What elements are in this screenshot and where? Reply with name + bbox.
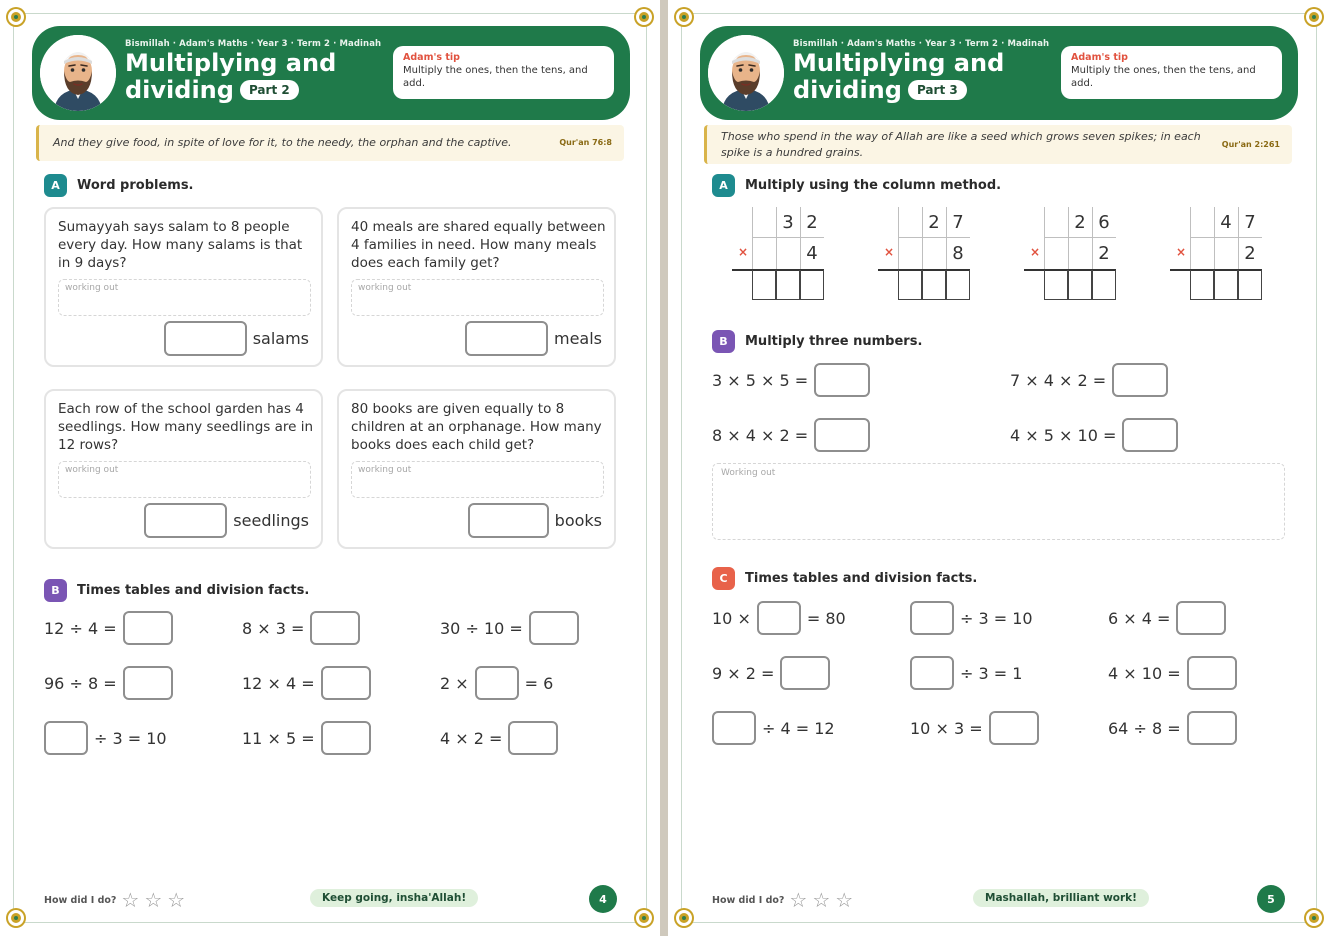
header-banner	[32, 26, 630, 120]
tip-card	[393, 46, 614, 99]
tip-title: Adam's tip	[403, 52, 460, 63]
answer-digit-box[interactable]	[898, 270, 922, 300]
star-icon[interactable]: ☆	[835, 888, 854, 912]
times-sign: ×	[1176, 245, 1187, 259]
answer-box[interactable]	[123, 611, 173, 645]
title-line-2-text: dividing	[125, 76, 234, 104]
verse-reference: Qur'an 2:261	[1221, 140, 1280, 149]
fact-left: 4 × 2 =	[440, 728, 503, 748]
encouragement-badge: Keep going, insha'Allah!	[310, 889, 478, 907]
fact-left: 12 × 4 =	[242, 673, 315, 693]
word-problem-text: Sumayyah says salam to 8 people every day. How many salams is that in 9 days?	[58, 219, 303, 271]
answer-box[interactable]	[1187, 711, 1237, 745]
corner-ornament-icon	[676, 910, 692, 926]
section-a-heading	[44, 174, 194, 197]
answer-digit-box[interactable]	[800, 270, 824, 300]
fact-item	[1108, 601, 1226, 635]
section-b-title: Multiply three numbers.	[745, 334, 923, 349]
fact-right: ÷ 3 = 1	[960, 663, 1023, 683]
tip-text: Multiply the ones, then the tens, and add.	[403, 65, 588, 89]
answer-row	[164, 321, 309, 356]
rating-label: How did I do?	[712, 894, 785, 906]
working-out-label: working out	[65, 283, 119, 293]
fact-item	[440, 666, 553, 700]
fact-left: 6 × 4 =	[1108, 608, 1171, 628]
answer-unit: meals	[553, 329, 602, 348]
word-problem-text: 80 books are given equally to 8 children at an orphanage. How many books does each child get?	[351, 401, 602, 453]
three-number-item	[1010, 363, 1168, 397]
breadcrumb: Bismillah · Adam's Maths · Year 3 · Term 2 · Madinah	[793, 39, 1050, 49]
answer-box[interactable]	[989, 711, 1039, 745]
working-out-label: working out	[358, 465, 412, 475]
section-a-title: Word problems.	[77, 178, 194, 193]
fact-left: 12 ÷ 4 =	[44, 618, 117, 638]
tip-card	[1061, 46, 1282, 99]
working-out-label: working out	[65, 465, 119, 475]
verse-text: And they give food, in spite of love for it, to the needy, the orphan and the captive.	[53, 136, 512, 149]
fact-left: 10 × 3 =	[910, 718, 983, 738]
answer-digit-box[interactable]	[1214, 270, 1238, 300]
fact-left: 3 × 5 × 5 =	[712, 370, 809, 390]
ones-digit: 2	[806, 211, 818, 233]
fact-left: 8 × 3 =	[242, 618, 305, 638]
answer-box[interactable]	[757, 601, 801, 635]
fact-left: 9 × 2 =	[712, 663, 775, 683]
fact-item	[44, 666, 173, 700]
multiplier-digit: 4	[806, 242, 818, 264]
title-line-1: Multiplying and	[125, 49, 337, 77]
word-problem-text: Each row of the school garden has 4 seedlings. How many seedlings are in 12 rows?	[58, 401, 314, 453]
fact-left: 4 × 5 × 10 =	[1010, 425, 1117, 445]
star-icon[interactable]: ☆	[167, 888, 186, 912]
times-sign: ×	[1030, 245, 1041, 259]
answer-box[interactable]	[508, 721, 558, 755]
section-b-heading	[712, 330, 922, 353]
tip-title: Adam's tip	[1071, 52, 1128, 63]
answer-box[interactable]	[465, 321, 548, 356]
fact-right: = 80	[806, 608, 846, 628]
answer-digit-box[interactable]	[946, 270, 970, 300]
multiplier-digit: 2	[1098, 242, 1110, 264]
answer-box[interactable]	[44, 721, 88, 755]
page-title	[793, 50, 1004, 104]
answer-box[interactable]	[529, 611, 579, 645]
section-a-badge: A	[712, 174, 735, 197]
three-number-item	[712, 363, 870, 397]
fact-right: ÷ 3 = 10	[94, 728, 167, 748]
fact-item	[712, 601, 846, 635]
fact-right: = 6	[524, 673, 554, 693]
fact-right: ÷ 3 = 10	[960, 608, 1033, 628]
answer-box[interactable]	[910, 601, 954, 635]
section-c-heading	[712, 567, 977, 590]
word-problem-card	[44, 389, 323, 549]
section-a-heading	[712, 174, 1001, 197]
answer-unit: salams	[252, 329, 309, 348]
answer-digit-box[interactable]	[1092, 270, 1116, 300]
self-rating	[712, 888, 854, 912]
answer-box[interactable]	[1122, 418, 1178, 452]
part-badge: Part 2	[240, 80, 299, 100]
answer-box[interactable]	[123, 666, 173, 700]
title-line-1: Multiplying and	[793, 49, 1005, 77]
answer-box[interactable]	[468, 503, 549, 538]
encouragement-badge: Mashallah, brilliant work!	[973, 889, 1149, 907]
answer-box[interactable]	[712, 711, 756, 745]
fact-item	[440, 721, 558, 755]
star-icon[interactable]: ☆	[812, 888, 831, 912]
answer-box[interactable]	[780, 656, 830, 690]
page-number: 4	[589, 885, 617, 913]
page-title	[125, 50, 336, 104]
tens-digit: 2	[1074, 211, 1086, 233]
breadcrumb: Bismillah · Adam's Maths · Year 3 · Term 2 · Madinah	[125, 39, 382, 49]
answer-box[interactable]	[310, 611, 360, 645]
verse-text: Those who spend in the way of Allah are like a seed which grows seven spikes; in each spike is a hundred grains.	[721, 130, 1201, 159]
section-a-title: Multiply using the column method.	[745, 178, 1002, 193]
fact-item	[1108, 711, 1237, 745]
working-out-label: Working out	[721, 468, 776, 478]
word-problem-card	[337, 389, 616, 549]
fact-left: 96 ÷ 8 =	[44, 673, 117, 693]
fact-item	[242, 611, 360, 645]
answer-box[interactable]	[321, 721, 371, 755]
worksheet-page-right	[668, 0, 1330, 936]
three-number-item	[1010, 418, 1178, 452]
section-b-badge: B	[44, 579, 67, 602]
answer-digit-box[interactable]	[1068, 270, 1092, 300]
word-problem-card	[44, 207, 323, 367]
answer-box[interactable]	[814, 418, 870, 452]
corner-ornament-icon	[8, 9, 24, 25]
fact-left: 2 ×	[440, 673, 469, 693]
working-out-area[interactable]	[58, 279, 311, 316]
answer-box[interactable]	[475, 666, 519, 700]
answer-row	[468, 503, 602, 538]
working-out-area[interactable]	[351, 461, 604, 498]
star-icon[interactable]: ☆	[144, 888, 163, 912]
page-number: 5	[1257, 885, 1285, 913]
section-b-title: Times tables and division facts.	[77, 583, 310, 598]
multiplier-digit: 8	[952, 242, 964, 264]
answer-digit-box[interactable]	[1238, 270, 1262, 300]
answer-unit: books	[554, 511, 602, 530]
answer-digit-box[interactable]	[1044, 270, 1068, 300]
fact-item	[712, 656, 830, 690]
verse-reference: Qur'an 76:8	[559, 138, 612, 147]
answer-box[interactable]	[1176, 601, 1226, 635]
verse-box	[704, 125, 1292, 164]
word-problem-text: 40 meals are shared equally between 4 families in need. How many meals does each family get?	[351, 219, 606, 271]
answer-unit: seedlings	[233, 511, 309, 530]
times-sign: ×	[884, 245, 895, 259]
adam-avatar-icon	[708, 35, 784, 111]
tip-text: Multiply the ones, then the tens, and add.	[1071, 65, 1256, 89]
answer-box[interactable]	[164, 321, 247, 356]
working-out-area[interactable]	[58, 461, 311, 498]
fact-left: 30 ÷ 10 =	[440, 618, 523, 638]
answer-box[interactable]	[321, 666, 371, 700]
fact-item	[242, 721, 371, 755]
working-out-area[interactable]	[351, 279, 604, 316]
header-banner	[700, 26, 1298, 120]
ones-digit: 7	[952, 211, 964, 233]
fact-left: 10 ×	[712, 608, 751, 628]
corner-ornament-icon	[1306, 910, 1322, 926]
fact-item	[440, 611, 579, 645]
fact-item	[1108, 656, 1237, 690]
answer-row	[465, 321, 602, 356]
fact-item	[44, 611, 173, 645]
tens-digit: 4	[1220, 211, 1232, 233]
fact-item	[910, 656, 1022, 690]
fact-left: 64 ÷ 8 =	[1108, 718, 1181, 738]
title-line-2	[793, 77, 1004, 104]
part-badge: Part 3	[908, 80, 967, 100]
answer-row	[144, 503, 309, 538]
working-out-label: working out	[358, 283, 412, 293]
answer-box[interactable]	[1112, 363, 1168, 397]
fact-right: ÷ 4 = 12	[762, 718, 835, 738]
ones-digit: 7	[1244, 211, 1256, 233]
star-icon[interactable]: ☆	[789, 888, 808, 912]
fact-item	[44, 721, 167, 755]
working-out-area[interactable]	[712, 463, 1285, 540]
answer-digit-box[interactable]	[776, 270, 800, 300]
answer-box[interactable]	[910, 656, 954, 690]
fact-item	[910, 711, 1039, 745]
fact-item	[242, 666, 371, 700]
verse-box	[36, 125, 624, 161]
corner-ornament-icon	[636, 910, 652, 926]
title-line-2-text: dividing	[793, 76, 902, 104]
corner-ornament-icon	[676, 9, 692, 25]
answer-digit-box[interactable]	[752, 270, 776, 300]
section-c-badge: C	[712, 567, 735, 590]
answer-box[interactable]	[1187, 656, 1237, 690]
fact-left: 11 × 5 =	[242, 728, 315, 748]
answer-box[interactable]	[144, 503, 227, 538]
adam-avatar-icon	[40, 35, 116, 111]
multiplier-digit: 2	[1244, 242, 1256, 264]
worksheet-page-left	[0, 0, 660, 936]
answer-digit-box[interactable]	[1190, 270, 1214, 300]
times-sign: ×	[738, 245, 749, 259]
section-c-title: Times tables and division facts.	[745, 571, 978, 586]
corner-ornament-icon	[1306, 9, 1322, 25]
three-number-item	[712, 418, 870, 452]
ones-digit: 6	[1098, 211, 1110, 233]
rating-label: How did I do?	[44, 894, 117, 906]
star-icon[interactable]: ☆	[121, 888, 140, 912]
title-line-2	[125, 77, 336, 104]
fact-left: 4 × 10 =	[1108, 663, 1181, 683]
answer-digit-box[interactable]	[922, 270, 946, 300]
section-a-badge: A	[44, 174, 67, 197]
tens-digit: 2	[928, 211, 940, 233]
word-problem-card	[337, 207, 616, 367]
corner-ornament-icon	[636, 9, 652, 25]
fact-item	[910, 601, 1033, 635]
fact-left: 8 × 4 × 2 =	[712, 425, 809, 445]
fact-left: 7 × 4 × 2 =	[1010, 370, 1107, 390]
section-b-badge: B	[712, 330, 735, 353]
corner-ornament-icon	[8, 910, 24, 926]
section-b-heading	[44, 579, 309, 602]
self-rating	[44, 888, 186, 912]
answer-box[interactable]	[814, 363, 870, 397]
tens-digit: 3	[782, 211, 794, 233]
fact-item	[712, 711, 835, 745]
